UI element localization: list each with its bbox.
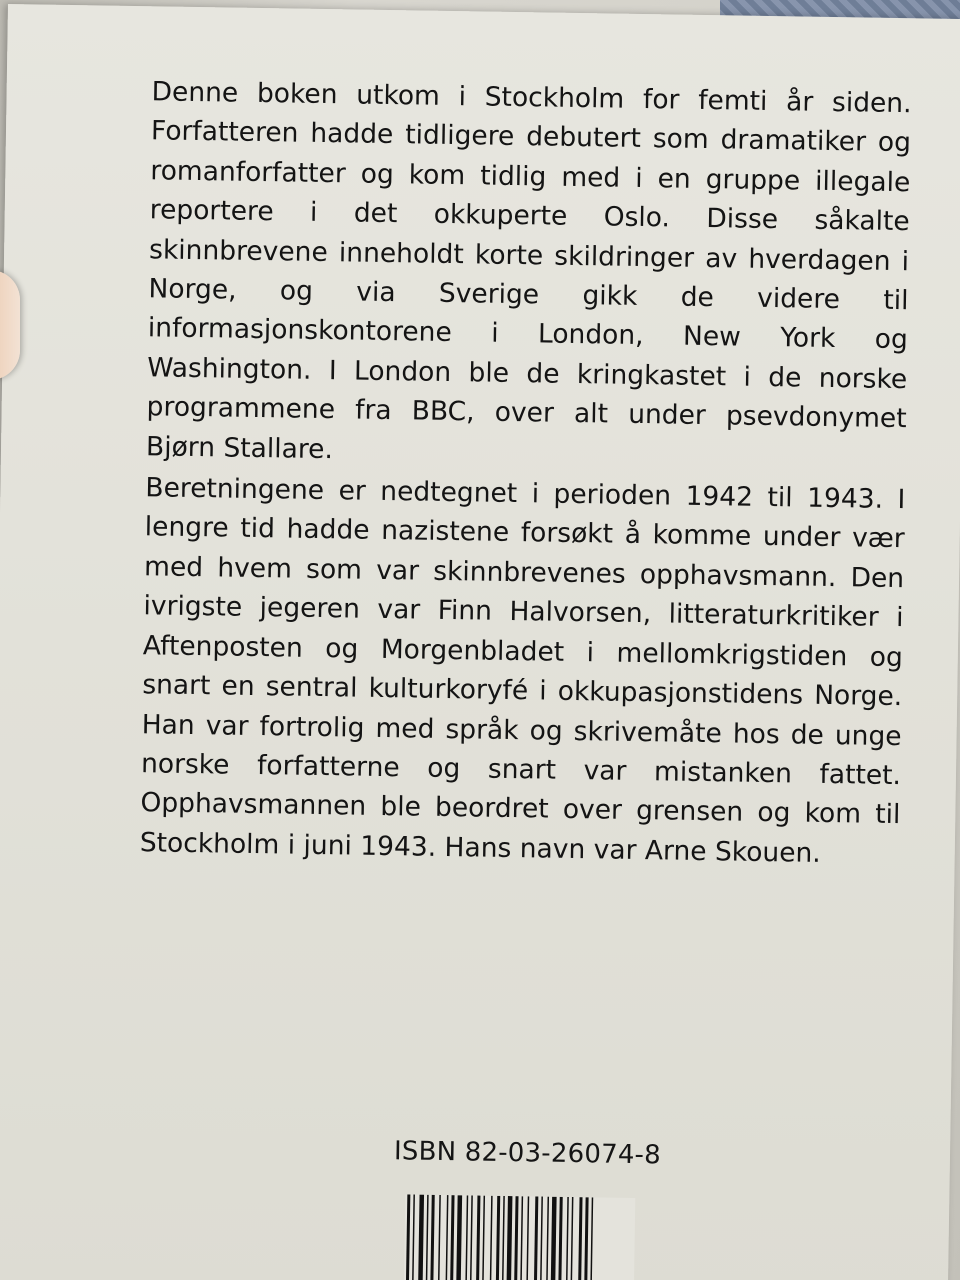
barcode-bar [412,1195,415,1280]
barcode-bar [445,1195,448,1280]
barcode-bar [438,1195,441,1280]
barcode-bar [570,1197,573,1280]
barcode-bar [558,1197,563,1280]
barcode-bar [406,1194,411,1280]
barcode [404,1194,636,1280]
barcode-bar [514,1196,519,1280]
barcode-bar [490,1196,493,1280]
blurb-text [140,72,912,876]
barcode-bar [470,1195,473,1280]
barcode-bar [476,1196,481,1280]
barcode-bar [584,1197,589,1280]
blurb-paragraph-1: Denne boken utkom i Stockholm for femti år siden. Forfatteren hadde tidligere debutert som dramatiker og romanforfatter og kom tidlig med i en gruppe illegale reportere i det okkuperte Oslo. Disse såkalte skinnbrevene inneholdt korte skildringer av hverdagen i Norge, og via Sverige gikk de videre til informasjonskontorene i London, New York og Washington. I London ble de kringkastet i de norske programmene fra BBC, over alt under psevdonymet Bjørn Stallare. [145,76,912,465]
barcode-bar [520,1196,523,1280]
barcode-bar [590,1197,593,1280]
barcode-bar [546,1197,549,1280]
barcode-graphic [404,1194,636,1280]
barcode-bar [496,1196,501,1280]
blurb-paragraph-2: Beretningene er nedtegnet i perioden 1942 til 1943. I lengre tid hadde nazistene forsøkt å komme under vær med hvem som var skinnbrevenes opphavsmann. Den ivrigste jegeren var Finn Halvorsen, litteraturkritiker i Aftenposten og Morgenbladet i mellomkrigstiden og snart en sentral kulturkoryfé i okkupasjonstidens Norge. Han var fortrolig med språk og skrivemåte hos de unge norske forfatterne og snart var mistanken fattet. Opphavsmannen ble beordret over grensen og kom til Stockholm i juni 1943. Hans navn var Arne Skouen. [139,472,906,869]
barcode-bar [450,1195,455,1280]
barcode-bar [418,1195,424,1280]
barcode-bar [482,1196,485,1280]
barcode-bar [540,1197,543,1280]
barcode-bar [430,1195,435,1280]
barcode-bar [502,1196,505,1280]
barcode-bar [456,1195,462,1280]
barcode-bar [526,1196,529,1280]
barcode-bar [578,1197,583,1280]
barcode-bar [426,1195,429,1280]
barcode-bar [566,1197,569,1280]
barcode-bar [551,1197,557,1280]
barcode-bar [465,1195,468,1280]
book-back-cover [0,4,960,1280]
barcode-bar [506,1196,512,1280]
isbn-label: ISBN 82-03-26074-8 [393,1136,662,1171]
barcode-bar [534,1196,539,1280]
